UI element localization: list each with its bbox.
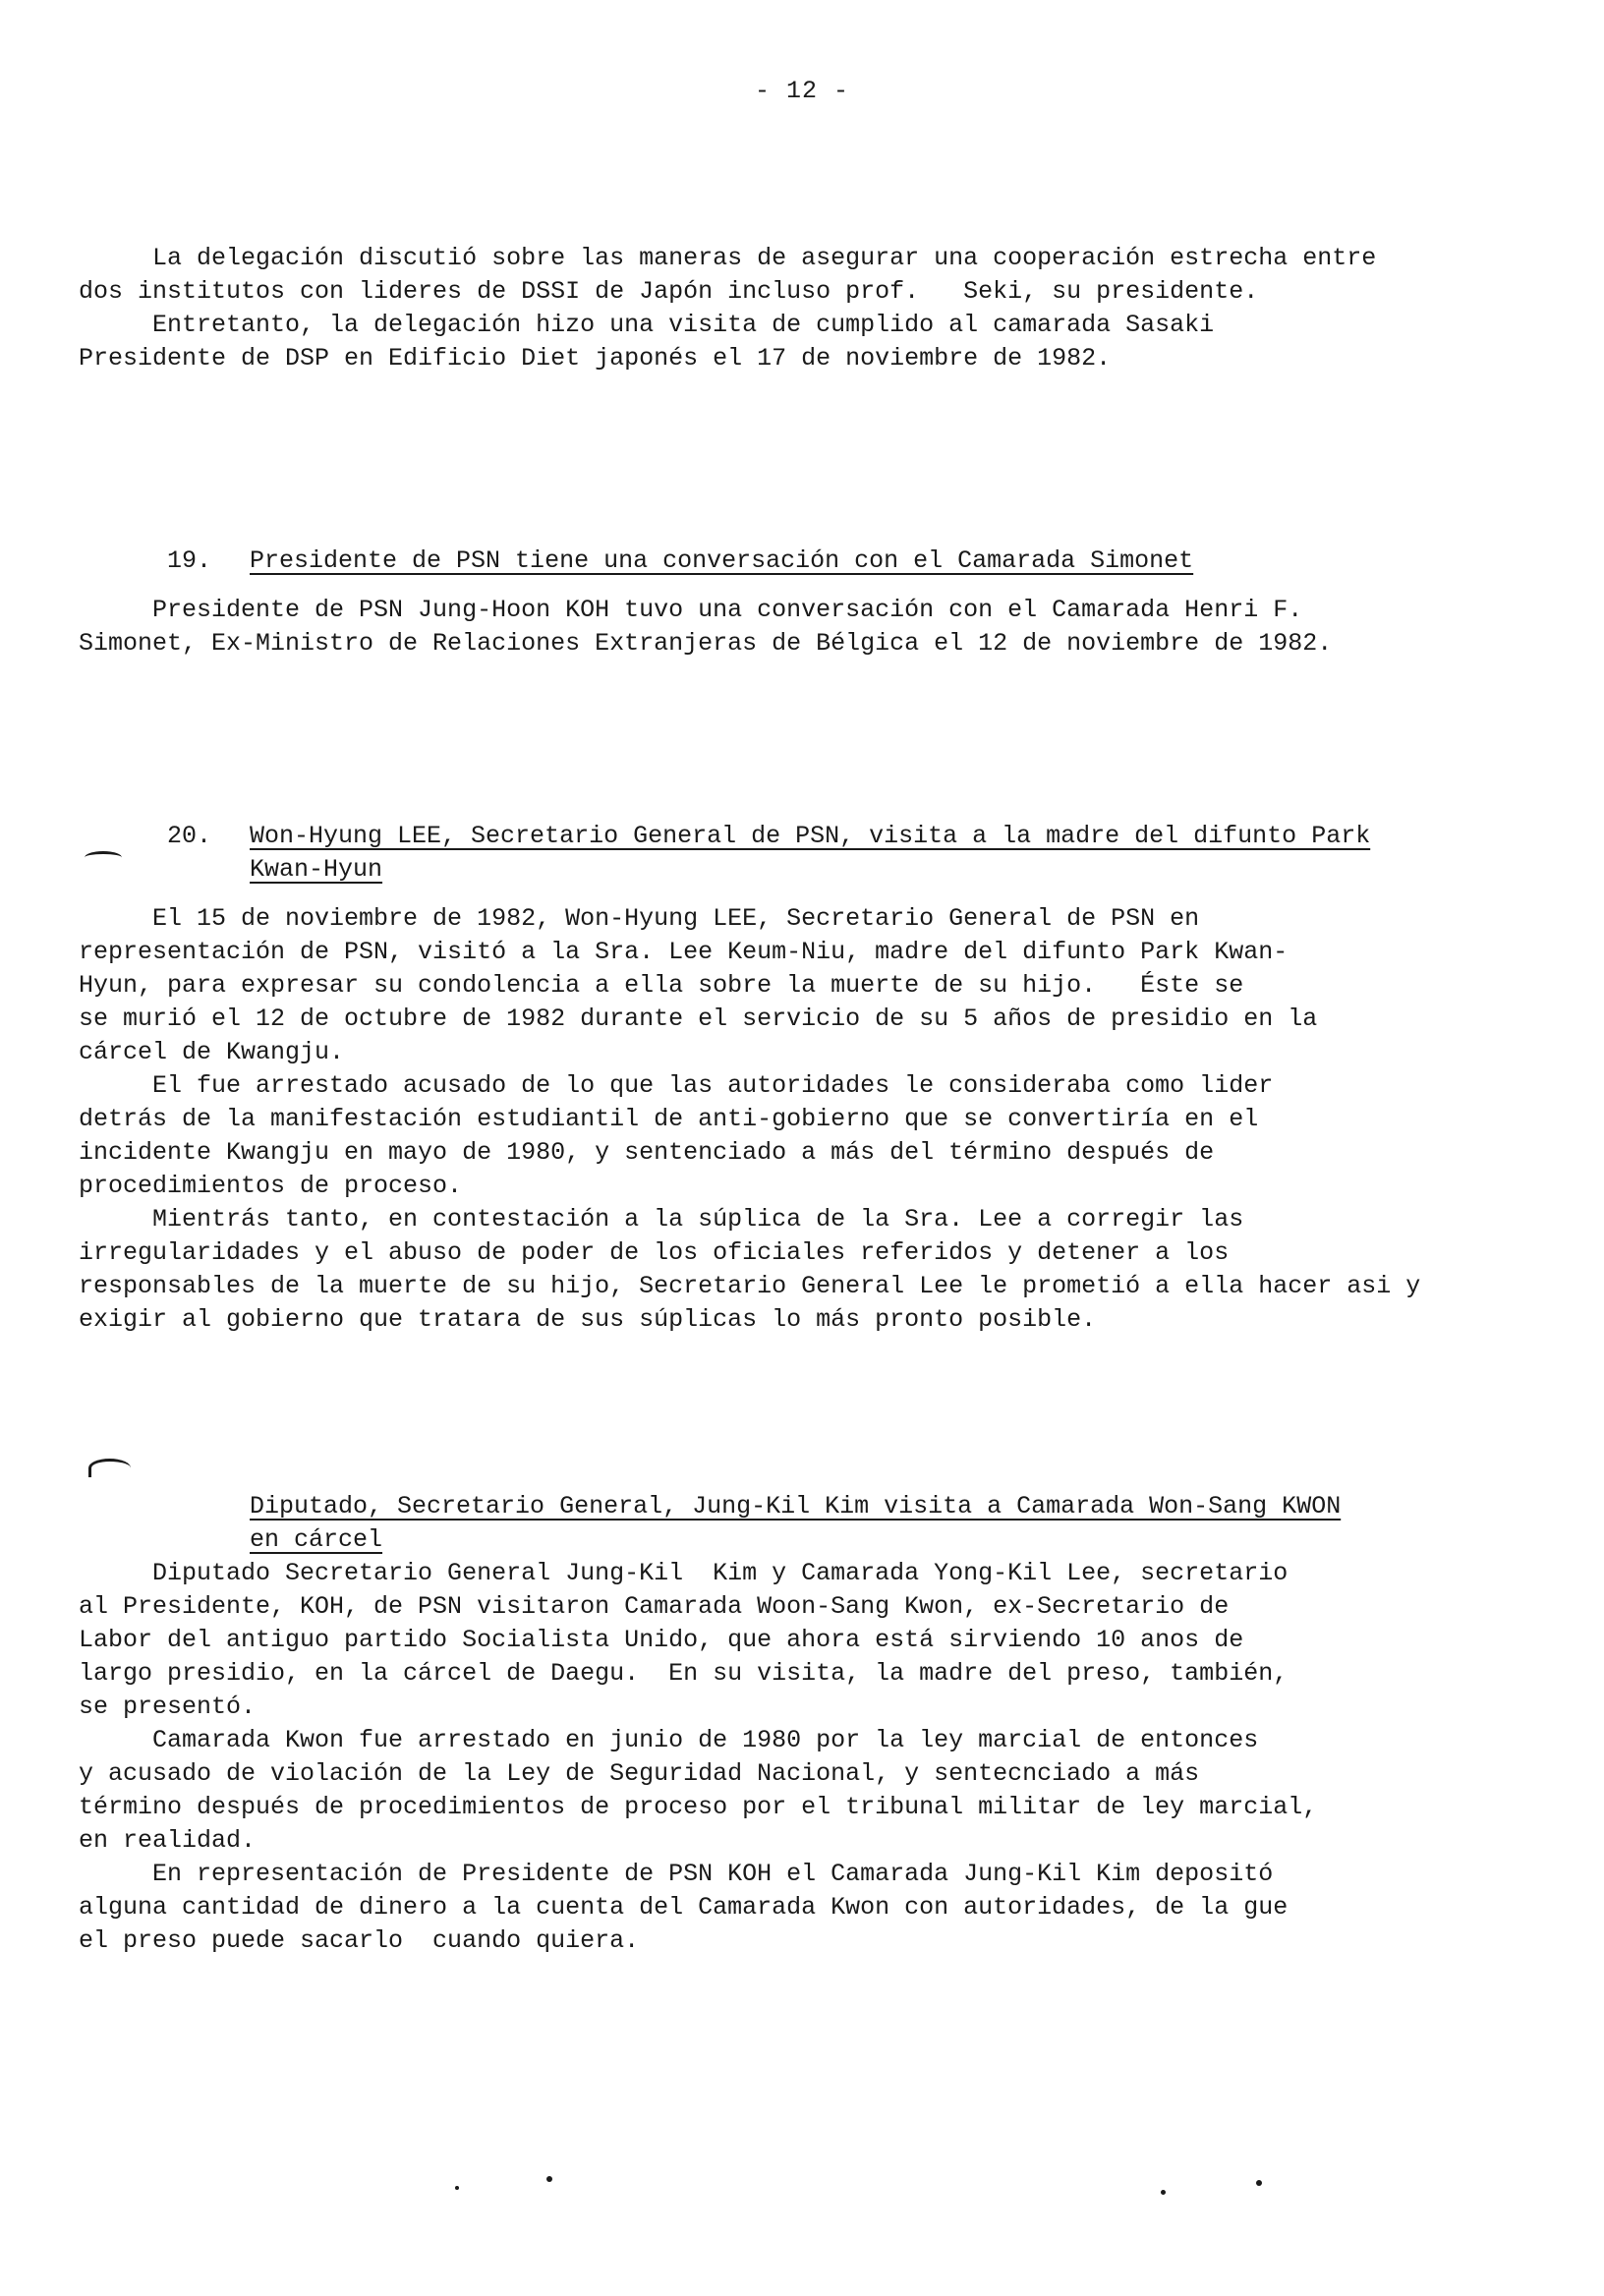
section-20-line: Hyun, para expresar su condolencia a ella sobre la muerte de su hijo. Éste se (79, 971, 1244, 1000)
section-21-line: al Presidente, KOH, de PSN visitaron Camarada Woon-Sang Kwon, ex-Secretario de (79, 1592, 1230, 1621)
section-20-line: detrás de la manifestación estudiantil de anti-gobierno que se convertiría en el (79, 1105, 1259, 1133)
section-19-body (79, 594, 1573, 660)
section-20-line: El 15 de noviembre de 1982, Won-Hyung LEE, Secretario General de PSN en (79, 904, 1200, 933)
section-21-heading (79, 1457, 1573, 1554)
section-20-line: representación de PSN, visitó a la Sra. Lee Keum-Niu, madre del difunto Park Kwan- (79, 938, 1289, 966)
section-20-line: exigir al gobierno que tratara de sus súplicas lo más pronto posible. (79, 1305, 1097, 1334)
section-21-line: Labor del antiguo partido Socialista Unido, que ahora está sirviendo 10 anos de (79, 1626, 1244, 1654)
handwritten-mark (85, 851, 122, 864)
section-20-title-line-2: Kwan-Hyun (250, 855, 383, 884)
section-20-line: El fue arrestado acusado de lo que las autoridades le consideraba como lider (79, 1071, 1274, 1100)
section-20-number: 20. (167, 822, 212, 850)
section-19-number: 19. (167, 546, 212, 575)
intro-line: Entretanto, la delegación hizo una visita de cumplido al camarada Sasaki (79, 311, 1215, 339)
section-21-line: en realidad. (79, 1826, 257, 1855)
section-20-line: irregularidades y el abuso de poder de los oficiales referidos y detener a los (79, 1238, 1230, 1267)
intro-line: dos institutos con lideres de DSSI de Japón incluso prof. Seki, su presidente. (79, 277, 1259, 306)
section-19-title: Presidente de PSN tiene una conversación con el Camarada Simonet (250, 546, 1194, 575)
section-21-line: En representación de Presidente de PSN KOH el Camarada Jung-Kil Kim depositó (79, 1860, 1274, 1888)
handwritten-mark (88, 1459, 131, 1477)
section-21-line: y acusado de violación de la Ley de Seguridad Nacional, y sentecnciado a más (79, 1759, 1200, 1788)
section-20-line: responsables de la muerte de su hijo, Secretario General Lee le prometió a ella hacer asi y (79, 1272, 1421, 1300)
intro-line: Presidente de DSP en Edificio Diet japonés el 17 de noviembre de 1982. (79, 344, 1112, 373)
intro-line: La delegación discutió sobre las maneras de asegurar una cooperación estrecha entre (79, 244, 1377, 272)
section-20-line: se murió el 12 de octubre de 1982 durante el servicio de su 5 años de presidio en la (79, 1004, 1318, 1033)
section-20-body (79, 902, 1573, 1337)
intro-block (79, 242, 1573, 375)
scan-speck (455, 2186, 459, 2190)
section-19-line: Presidente de PSN Jung-Hoon KOH tuvo una conversación con el Camarada Henri F. (79, 596, 1303, 624)
section-21-line: se presentó. (79, 1693, 257, 1721)
scan-speck (1161, 2190, 1166, 2195)
section-21-title-line-1: Diputado, Secretario General, Jung-Kil Kim visita a Camarada Won-Sang KWON (250, 1492, 1342, 1521)
section-20-line: Mientrás tanto, en contestación a la súplica de la Sra. Lee a corregir las (79, 1205, 1244, 1234)
section-21-title-line-2: en cárcel (250, 1525, 383, 1554)
section-21-line: largo presidio, en la cárcel de Daegu. En su visita, la madre del preso, también, (79, 1659, 1289, 1688)
section-21-line: alguna cantidad de dinero a la cuenta del Camarada Kwon con autoridades, de la gue (79, 1893, 1289, 1922)
section-21-line: Diputado Secretario General Jung-Kil Kim y Camarada Yong-Kil Lee, secretario (79, 1559, 1289, 1587)
section-21-line: término después de procedimientos de proceso por el tribunal militar de ley marcial, (79, 1793, 1318, 1821)
scan-speck (1256, 2180, 1262, 2186)
section-21-line: Camarada Kwon fue arrestado en junio de 1980 por la ley marcial de entonces (79, 1726, 1259, 1754)
section-19-line: Simonet, Ex-Ministro de Relaciones Extranjeras de Bélgica el 12 de noviembre de 1982. (79, 629, 1333, 658)
page-number: - 12 - (754, 77, 849, 105)
section-20-line: incidente Kwangju en mayo de 1980, y sentenciado a más del término después de (79, 1138, 1215, 1167)
section-21-line: el preso puede sacarlo cuando quiera. (79, 1926, 640, 1955)
section-20-title-line-1: Won-Hyung LEE, Secretario General de PSN, visita a la madre del difunto Park (250, 822, 1371, 850)
section-19-heading (79, 511, 1573, 575)
scan-speck (546, 2176, 552, 2182)
section-20-line: cárcel de Kwangju. (79, 1038, 345, 1066)
section-20-line: procedimientos de proceso. (79, 1172, 463, 1200)
section-21-body (79, 1557, 1573, 1958)
section-20-heading (79, 786, 1573, 884)
